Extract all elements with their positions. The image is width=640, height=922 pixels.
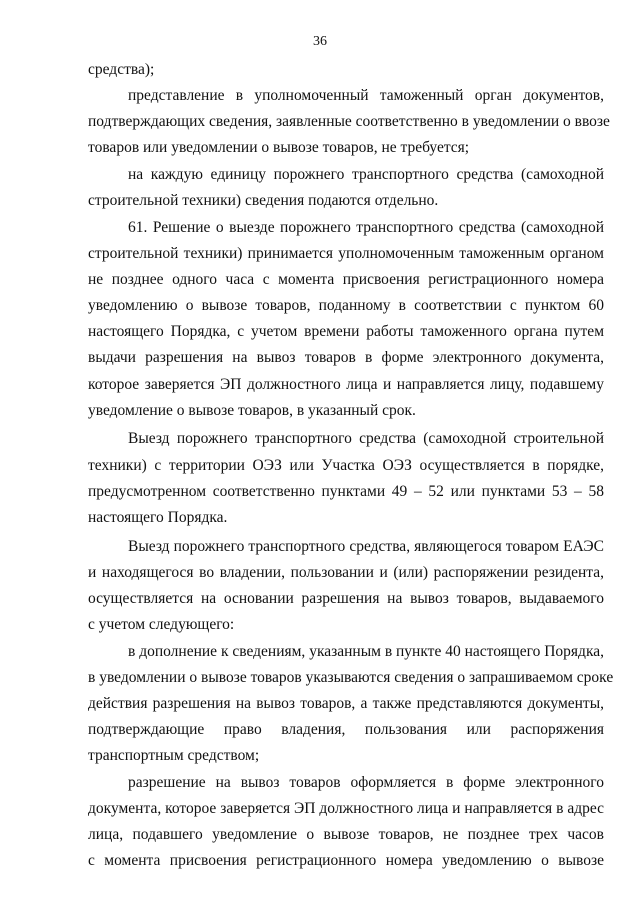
text-line: настоящего Порядка. xyxy=(88,509,228,526)
text-line: и находящегося во владении, пользовании и (или) распоряжении резидента, xyxy=(88,564,604,581)
text-line: в уведомлении о вывозе товаров указываются сведения о запрашиваемом сроке xyxy=(88,669,614,686)
text-line: не позднее одного часа с момента присвоения регистрационного номера xyxy=(88,271,604,288)
text-line: техники) с территории ОЭЗ или Участка ОЭЗ осуществляется в порядке, xyxy=(88,457,604,474)
text-line: которое заверяется ЭП должностного лица и направляется лицу, подавшему xyxy=(88,376,604,393)
text-line: осуществляется на основании разрешения на вывоз товаров, выдаваемого xyxy=(88,590,604,607)
text-line: Выезд порожнего транспортного средства (самоходной строительной xyxy=(128,430,604,447)
text-line: товаров или уведомлении о вывозе товаров, не требуется; xyxy=(88,139,470,156)
text-line: транспортным средством; xyxy=(88,747,260,764)
text-line: с учетом следующего: xyxy=(88,616,235,633)
text-line: в дополнение к сведениям, указанным в пункте 40 настоящего Порядка, xyxy=(128,643,604,660)
text-line: действия разрешения на вывоз товаров, а также представляются документы, xyxy=(88,695,604,712)
text-line: с момента присвоения регистрационного номера уведомлению о вывозе xyxy=(88,852,604,869)
text-line: лица, подавшего уведомление о вывозе товаров, не позднее трех часов xyxy=(88,826,604,843)
text-line: строительной техники) сведения подаются отдельно. xyxy=(88,192,439,209)
text-line: уведомлению о вывозе товаров, поданному в соответствии с пунктом 60 xyxy=(88,297,604,314)
text-line: Выезд порожнего транспортного средства, являющегося товаром ЕАЭС xyxy=(128,538,604,555)
page-number: 36 xyxy=(313,34,327,49)
text-line: уведомление о вывозе товаров, в указанный срок. xyxy=(88,402,416,419)
text-line: строительной техники) принимается уполномоченным таможенным органом xyxy=(88,245,604,262)
text-line: настоящего Порядка, с учетом времени работы таможенного органа путем xyxy=(88,323,604,340)
text-line: 61. Решение о выезде порожнего транспортного средства (самоходной xyxy=(128,219,604,236)
text-line: предусмотренном соответственно пунктами 49 – 52 или пунктами 53 – 58 xyxy=(88,483,604,500)
text-line: разрешение на вывоз товаров оформляется в форме электронного xyxy=(128,774,604,791)
text-line: представление в уполномоченный таможенный орган документов, xyxy=(128,87,604,104)
text-line: средства); xyxy=(88,61,155,78)
text-line: документа, которое заверяется ЭП должностного лица и направляется в адрес xyxy=(88,800,604,817)
text-line: выдачи разрешения на вывоз товаров в форме электронного документа, xyxy=(88,349,604,366)
text-line: подтверждающие право владения, пользования или распоряжения xyxy=(88,721,604,738)
text-line: подтверждающих сведения, заявленные соответственно в уведомлении о ввозе xyxy=(88,113,610,130)
text-line: на каждую единицу порожнего транспортного средства (самоходной xyxy=(128,166,604,183)
